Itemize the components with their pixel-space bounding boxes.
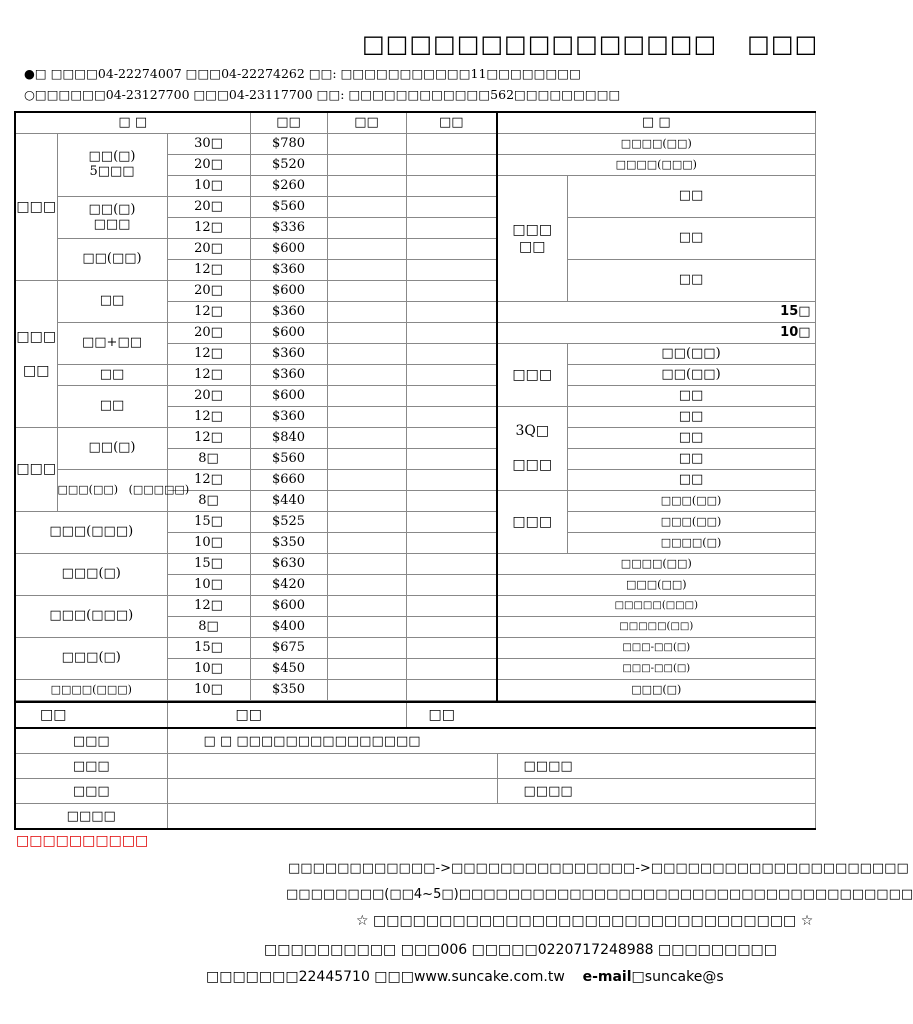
page-title <box>362 30 818 58</box>
size: 10□ <box>167 659 250 680</box>
qty-cell[interactable] <box>327 596 406 617</box>
size: 10□ <box>167 575 250 596</box>
item-d3: □□□(□□□) <box>15 596 167 638</box>
title-main: □□□□□□□□□□□□□□□ <box>362 30 718 58</box>
size: 15□ <box>167 512 250 533</box>
amount-cell[interactable] <box>406 239 497 260</box>
right-group-a: □□□ □□ <box>497 176 567 302</box>
qty-cell[interactable] <box>327 638 406 659</box>
order-form-frame <box>14 111 811 831</box>
qty-cell[interactable] <box>327 554 406 575</box>
size: 20□ <box>167 386 250 407</box>
amount-cell[interactable] <box>406 302 497 323</box>
right-item: □□□-□□(□) <box>497 659 815 680</box>
right-size-15: 15□ <box>497 302 815 323</box>
table-row <box>15 554 815 575</box>
form-row <box>15 779 815 804</box>
qty-cell[interactable] <box>327 218 406 239</box>
note-1: □□□□□□□□□□□□->□□□□□□□□□□□□□□□->□□□□□□□□□□□□□□□□□□□□□ <box>288 861 909 876</box>
price: $520 <box>250 155 327 176</box>
price: $360 <box>250 260 327 281</box>
email-label: e-mail <box>582 969 632 985</box>
qty-cell[interactable] <box>327 386 406 407</box>
price: $360 <box>250 344 327 365</box>
amount-cell[interactable] <box>406 638 497 659</box>
amount-cell[interactable] <box>406 596 497 617</box>
price: $600 <box>250 323 327 344</box>
right-size-10: 10□ <box>497 323 815 344</box>
right-item: □□(□□) <box>567 344 815 365</box>
amount-cell[interactable] <box>406 218 497 239</box>
right-item: □□□□□(□□) <box>497 617 815 638</box>
right-item: □□ <box>567 449 815 470</box>
right-group-d: □□□ <box>497 491 567 554</box>
summary-row <box>15 702 815 728</box>
right-item: □□ <box>567 260 815 302</box>
price: $780 <box>250 134 327 155</box>
right-item: □□ <box>567 470 815 491</box>
form-label: □□□□ <box>497 779 815 804</box>
email-value[interactable]: □suncake@s <box>631 969 724 985</box>
form-row <box>15 804 815 830</box>
col-right: □ □ <box>497 112 815 134</box>
price: $630 <box>250 554 327 575</box>
group-3-label: □□□ <box>15 428 57 512</box>
order-table <box>14 111 816 701</box>
right-item: □□(□□) <box>567 365 815 386</box>
table-row <box>15 134 815 155</box>
right-item: □□ <box>567 428 815 449</box>
size: 15□ <box>167 554 250 575</box>
price: $560 <box>250 197 327 218</box>
qty-cell[interactable] <box>327 281 406 302</box>
right-item: □□□□(□□□) <box>497 155 815 176</box>
qty-cell[interactable] <box>327 407 406 428</box>
price: $350 <box>250 533 327 554</box>
price: $525 <box>250 512 327 533</box>
amount-cell[interactable] <box>406 659 497 680</box>
right-item: □□□(□□) <box>567 491 815 512</box>
price: $360 <box>250 302 327 323</box>
right-item: □□ <box>567 386 815 407</box>
qty-cell[interactable] <box>327 512 406 533</box>
size: 12□ <box>167 302 250 323</box>
note-5-text: □□□□□□□22445710 □□□www.suncake.com.tw <box>206 969 565 985</box>
form-label: □□□ <box>15 754 167 779</box>
table-row <box>15 386 815 407</box>
right-item: □□□□(□□) <box>497 134 815 155</box>
qty-cell[interactable] <box>327 239 406 260</box>
size: 12□ <box>167 218 250 239</box>
size: 8□ <box>167 617 250 638</box>
col-item: □ □ <box>15 112 250 134</box>
table-row <box>15 512 815 533</box>
size: 8□ <box>167 449 250 470</box>
price: $600 <box>250 596 327 617</box>
item-a3: □□(□□) <box>57 239 167 281</box>
right-item: □□□(□□) <box>567 512 815 533</box>
right-item: □□□□(□) <box>567 533 815 554</box>
amount-cell[interactable] <box>406 554 497 575</box>
note-4: □□□□□□□□□□ □□□006 □□□□□0220717248988 □□□□□□□□□ <box>264 942 778 958</box>
price: $560 <box>250 449 327 470</box>
qty-cell[interactable] <box>327 323 406 344</box>
qty-cell[interactable] <box>327 659 406 680</box>
table-header <box>15 112 815 134</box>
qty-cell[interactable] <box>327 680 406 701</box>
amount-cell[interactable] <box>406 260 497 281</box>
qty-cell[interactable] <box>327 617 406 638</box>
sum-label-3: □□ <box>406 702 815 728</box>
size: 10□ <box>167 176 250 197</box>
size: 15□ <box>167 638 250 659</box>
amount-cell[interactable] <box>406 491 497 512</box>
amount-cell[interactable] <box>406 449 497 470</box>
item-b3: □□ <box>57 365 167 386</box>
price: $840 <box>250 428 327 449</box>
right-item: □□□(□) <box>497 680 815 701</box>
amount-cell[interactable] <box>406 365 497 386</box>
item-b2: □□+□□ <box>57 323 167 365</box>
qty-cell[interactable] <box>327 365 406 386</box>
store-info-2: ○□□□□□□04-23127700 □□□04-23117700 □□: □□□□□□□□□□□□562□□□□□□□□□ <box>24 87 621 102</box>
qty-cell[interactable] <box>327 470 406 491</box>
table-row <box>15 365 815 386</box>
group-1-label: □□□ <box>15 134 57 281</box>
form-label: □□□ <box>15 779 167 804</box>
qty-cell[interactable] <box>327 575 406 596</box>
table-row <box>15 680 815 701</box>
size: 30□ <box>167 134 250 155</box>
form-row <box>15 754 815 779</box>
size: 20□ <box>167 197 250 218</box>
price: $360 <box>250 365 327 386</box>
amount-cell[interactable] <box>406 323 497 344</box>
size: 20□ <box>167 281 250 302</box>
amount-cell[interactable] <box>406 428 497 449</box>
right-item: □□ <box>567 218 815 260</box>
form-row <box>15 728 815 754</box>
item-d1: □□□(□□□) <box>15 512 167 554</box>
amount-cell[interactable] <box>406 575 497 596</box>
note-5 <box>206 969 724 985</box>
price: $400 <box>250 617 327 638</box>
qty-cell[interactable] <box>327 428 406 449</box>
notice-text: □□□□□□□□□□ <box>16 833 149 849</box>
right-item: □□ <box>567 176 815 218</box>
qty-cell[interactable] <box>327 134 406 155</box>
amount-cell[interactable] <box>406 512 497 533</box>
amount-cell[interactable] <box>406 197 497 218</box>
form-label: □□□□ <box>15 804 167 830</box>
col-qty: □□ <box>327 112 406 134</box>
price: $660 <box>250 470 327 491</box>
qty-cell[interactable] <box>327 344 406 365</box>
item-a1: □□(□) 5□□□ <box>57 134 167 197</box>
size: 10□ <box>167 533 250 554</box>
store-info-1: ●□ □□□□04-22274007 □□□04-22274262 □□: □□□□□□□□□□□11□□□□□□□□ <box>24 66 581 81</box>
group-2-label: □□□ □□ <box>15 281 57 428</box>
amount-cell[interactable] <box>406 176 497 197</box>
amount-cell[interactable] <box>406 386 497 407</box>
amount-cell[interactable] <box>406 134 497 155</box>
size: 20□ <box>167 155 250 176</box>
price: $260 <box>250 176 327 197</box>
price: $600 <box>250 239 327 260</box>
price: $440 <box>250 491 327 512</box>
qty-cell[interactable] <box>327 155 406 176</box>
price: $350 <box>250 680 327 701</box>
item-c1: □□(□) <box>57 428 167 470</box>
qty-cell[interactable] <box>327 302 406 323</box>
note-3: ☆ □□□□□□□□□□□□□□□□□□□□□□□□□□□□□□□□ ☆ <box>356 913 814 929</box>
table-row <box>15 638 815 659</box>
right-item: □□□□□(□□□) <box>497 596 815 617</box>
table-row <box>15 323 815 344</box>
size: 12□ <box>167 428 250 449</box>
table-row <box>15 596 815 617</box>
form-label: □□□□ <box>497 754 815 779</box>
qty-cell[interactable] <box>327 533 406 554</box>
size: 12□ <box>167 344 250 365</box>
amount-cell[interactable] <box>406 470 497 491</box>
price: $600 <box>250 281 327 302</box>
size: 10□ <box>167 680 250 701</box>
note-2: □□□□□□□□(□□4~5□)□□□□□□□□□□□□□□□□□□□□□□□□□□□□□□□□□□□□□ <box>286 887 913 902</box>
right-group-b: □□□ <box>497 344 567 407</box>
table-row <box>15 470 815 491</box>
amount-cell[interactable] <box>406 533 497 554</box>
form-label: □□□ <box>15 728 167 754</box>
right-item: □□□-□□(□) <box>497 638 815 659</box>
right-item: □□□(□□) <box>497 575 815 596</box>
size: 12□ <box>167 470 250 491</box>
size: 12□ <box>167 260 250 281</box>
amount-cell[interactable] <box>406 281 497 302</box>
price: $336 <box>250 218 327 239</box>
price: $600 <box>250 386 327 407</box>
item-a2: □□(□) □□□ <box>57 197 167 239</box>
sum-label-2: □□ <box>167 702 406 728</box>
size: 8□ <box>167 491 250 512</box>
item-d2: □□□(□) <box>15 554 167 596</box>
amount-cell[interactable] <box>406 344 497 365</box>
form-field[interactable] <box>167 754 497 779</box>
size: 12□ <box>167 365 250 386</box>
col-amount: □□ <box>406 112 497 134</box>
right-group-c: 3Q□ □□□ <box>497 407 567 491</box>
qty-cell[interactable] <box>327 197 406 218</box>
sum-label-1: □□ <box>15 702 167 728</box>
date-field[interactable]: □ □ □□□□□□□□□□□□□□□ <box>167 728 815 754</box>
amount-cell[interactable] <box>406 680 497 701</box>
form-field[interactable] <box>167 779 497 804</box>
price: $360 <box>250 407 327 428</box>
table-row <box>15 428 815 449</box>
item-c2: □□□(□□) (□□□□□) <box>57 470 167 512</box>
right-item: □□□□(□□) <box>497 554 815 575</box>
qty-cell[interactable] <box>327 176 406 197</box>
price: $675 <box>250 638 327 659</box>
customer-form <box>14 701 816 830</box>
amount-cell[interactable] <box>406 407 497 428</box>
qty-cell[interactable] <box>327 449 406 470</box>
price: $450 <box>250 659 327 680</box>
form-field[interactable] <box>167 804 815 830</box>
qty-cell[interactable] <box>327 260 406 281</box>
item-d5: □□□□(□□□) <box>15 680 167 701</box>
size: 12□ <box>167 596 250 617</box>
qty-cell[interactable] <box>327 491 406 512</box>
price: $420 <box>250 575 327 596</box>
size: 20□ <box>167 239 250 260</box>
amount-cell[interactable] <box>406 617 497 638</box>
item-d4: □□□(□) <box>15 638 167 680</box>
size: 12□ <box>167 407 250 428</box>
title-sub: □□□ <box>747 30 819 58</box>
col-price: □□ <box>250 112 327 134</box>
amount-cell[interactable] <box>406 155 497 176</box>
item-b1: □□ <box>57 281 167 323</box>
size: 20□ <box>167 323 250 344</box>
right-item: □□ <box>567 407 815 428</box>
item-b4: □□ <box>57 386 167 428</box>
